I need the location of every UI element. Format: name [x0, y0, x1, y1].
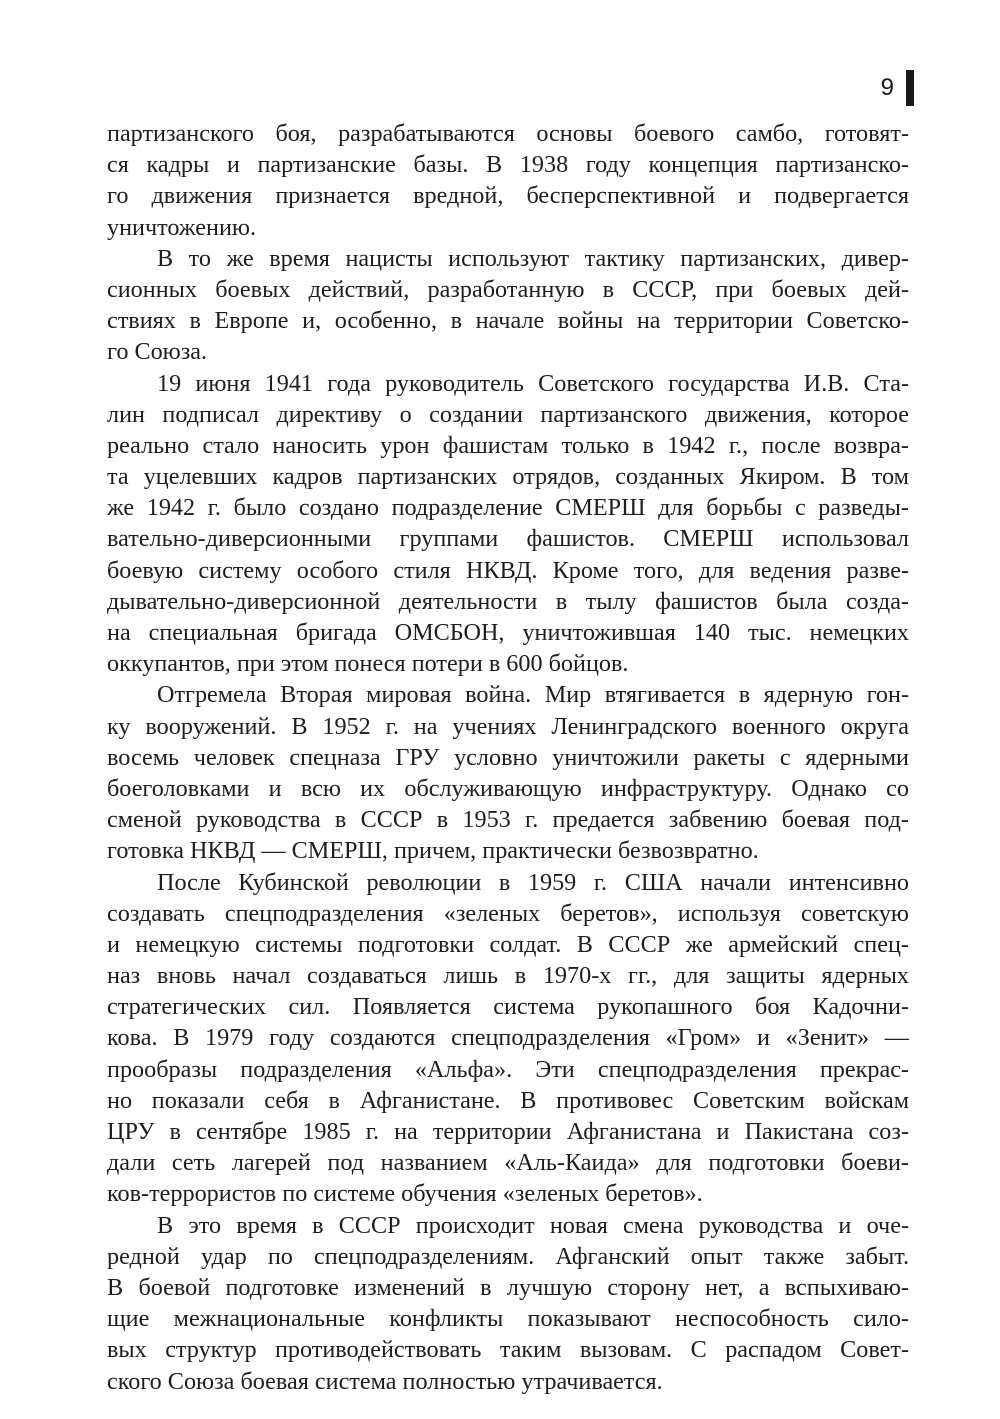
text-line: лин подписал директиву о создании партизанского движения, которое: [107, 400, 909, 428]
text-line: прообразы подразделения «Альфа». Эти спецподразделения прекрас-: [107, 1055, 909, 1083]
page-number: 9: [880, 74, 894, 101]
text-line: ЦРУ в сентябре 1985 г. на территории Афганистана и Пакистана соз-: [107, 1118, 909, 1145]
text-line: и немецкую системы подготовки солдат. В СССР же армейский спец-: [107, 930, 909, 958]
paragraph: [107, 243, 909, 368]
text-line: уничтожению.: [107, 213, 257, 241]
text-line: В то же время нацисты используют тактику партизанских, дивер-: [157, 244, 909, 272]
text-line: В боевой подготовке изменений в лучшую сторону нет, а вспыхиваю-: [107, 1273, 909, 1301]
text-line: В это время в СССР происходит новая смена руководства и оче-: [157, 1211, 909, 1239]
text-line: вых структур противодействовать таким вызовам. С распадом Совет-: [107, 1336, 909, 1364]
text-line: го Союза.: [107, 338, 208, 366]
text-line: го движения признается вредной, бесперспективной и подвергается: [107, 182, 909, 210]
text-line: готовка НКВД — СМЕРШ, причем, практически безвозвратно.: [107, 837, 759, 865]
text-line: щие межнациональные конфликты показывают неспособность сило-: [107, 1305, 909, 1333]
text-line: оккупантов, при этом понеся потери в 600 бойцов.: [107, 650, 629, 678]
running-head: [881, 70, 914, 106]
text-line: После Кубинской революции в 1959 г. США начали интенсивно: [157, 868, 909, 896]
paragraph: [107, 368, 909, 680]
text-line: наз вновь начал создаваться лишь в 1970-х гг., для защиты ядерных: [107, 962, 909, 990]
text-line: стратегических сил. Появляется система рукопашного боя Кадочни-: [107, 993, 909, 1021]
text-line: 19 июня 1941 года руководитель Советского государства И.В. Ста-: [157, 369, 909, 397]
paragraph: [107, 118, 909, 243]
text-line: дали сеть лагерей под названием «Аль-Каида» для подготовки боеви-: [107, 1149, 909, 1177]
text-line: ков-террористов по системе обучения «зеленых беретов».: [107, 1180, 703, 1208]
text-line: ся кадры и партизанские базы. В 1938 году концепция партизанско-: [107, 151, 909, 179]
text-line: боеголовками и всю их обслуживающую инфраструктуру. Однако со: [107, 774, 909, 802]
text-line: редной удар по спецподразделениям. Афганский опыт также забыт.: [107, 1242, 909, 1270]
paragraph: [107, 867, 909, 1210]
paragraph: [107, 679, 909, 866]
text-line: вательно-диверсионными группами фашистов. СМЕРШ использовал: [107, 525, 909, 553]
text-line: Отгремела Вторая мировая война. Мир втягивается в ядерную гон-: [157, 681, 909, 709]
text-line: реально стало наносить урон фашистам только в 1942 г., после возвра-: [107, 431, 909, 459]
text-line: же 1942 г. было создано подразделение СМЕРШ для борьбы с разведы-: [107, 494, 909, 522]
text-line: на специальная бригада ОМСБОН, уничтожившая 140 тыс. немецких: [107, 619, 909, 646]
text-line: ку вооружений. В 1952 г. на учениях Ленинградского военного округа: [107, 712, 909, 740]
body-text: [107, 118, 909, 1397]
page-number-rule: [906, 70, 914, 106]
text-line: создавать спецподразделения «зеленых беретов», используя советскую: [107, 899, 909, 927]
text-line: боевую систему особого стиля НКВД. Кроме того, для ведения разве-: [107, 556, 909, 584]
text-line: ствиях в Европе и, особенно, в начале войны на территории Советско-: [107, 307, 909, 335]
text-line: кова. В 1979 году создаются спецподразделения «Гром» и «Зенит» —: [107, 1024, 909, 1052]
text-line: сменой руководства в СССР в 1953 г. предается забвению боевая под-: [107, 806, 909, 834]
text-line: партизанского боя, разрабатываются основы боевого самбо, готовят-: [107, 120, 909, 147]
paragraph: [107, 1210, 909, 1397]
text-line: но показали себя в Афганистане. В противовес Советским войскам: [107, 1086, 909, 1114]
text-line: дывательно-диверсионной деятельности в тылу фашистов была созда-: [107, 587, 909, 615]
text-line: сионных боевых действий, разработанную в СССР, при боевых дей-: [107, 275, 909, 303]
text-line: ского Союза боевая система полностью утрачивается.: [107, 1367, 663, 1395]
text-line: восемь человек спецназа ГРУ условно уничтожили ракеты с ядерными: [107, 743, 909, 771]
text-line: та уцелевших кадров партизанских отрядов, созданных Якиром. В том: [107, 463, 909, 491]
